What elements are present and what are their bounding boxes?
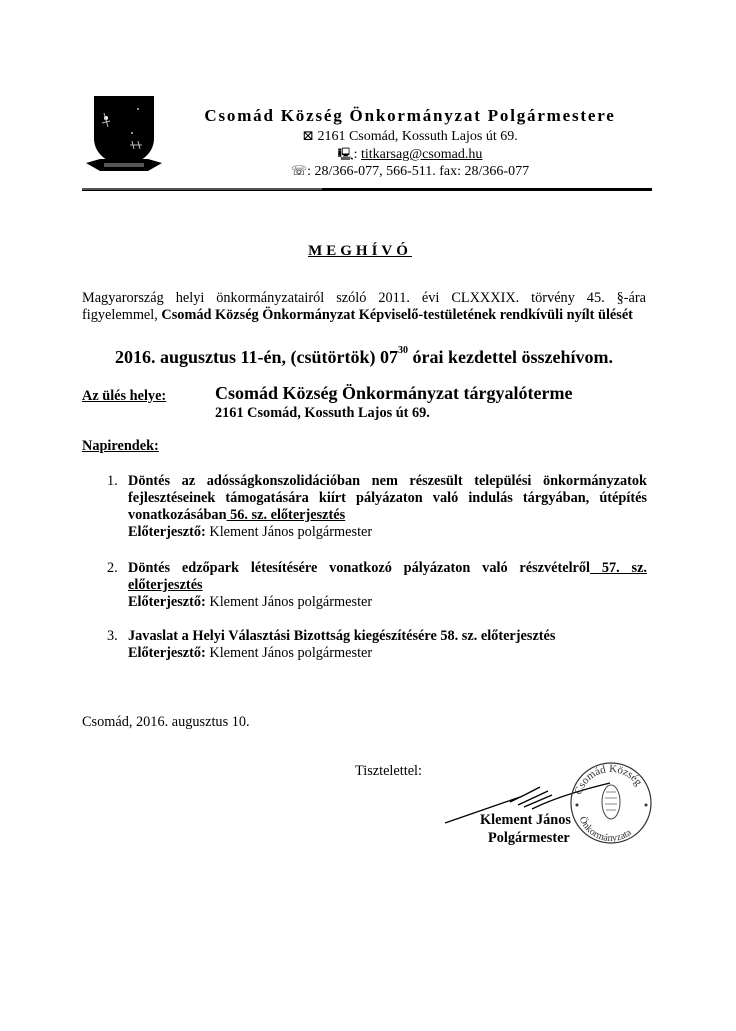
agenda-label: Napirendek: [82, 438, 159, 454]
letterhead-address [190, 128, 630, 145]
agenda-item-number: 1. [107, 473, 118, 489]
place-address: 2161 Csomád, Kossuth Lajos út 69. [215, 405, 430, 421]
letterhead-email: 🖳: titkarsag@csomad.hu [337, 147, 483, 162]
signer-title: Polgármester [488, 830, 570, 846]
letterhead-title: Csomád Község Önkormányzat Polgármestere [204, 106, 616, 125]
svg-text:Csomád Község: Csomád Község [572, 762, 645, 797]
intro-paragraph: Magyarország helyi önkormányzatairól szóló 2011. évi CLXXXIX. törvény 45. §-ára figyelemmel, Csomád Község Önkormányzat Képviselő-testületének rendkívüli nyílt ülését [82, 290, 646, 323]
svg-text:Önkormányzata: Önkormányzata [576, 814, 634, 845]
official-stamp [568, 760, 654, 846]
closing-salutation: Tisztelettel: [355, 763, 422, 779]
agenda-item-number: 3. [107, 628, 118, 644]
telephone-icon: ☏ [290, 164, 308, 179]
agenda-item-presenter: Klement János polgármester [205, 594, 373, 610]
agenda-item: 3. Javaslat a Helyi Választási Bizottság kiegészítésére 58. sz. előterjesztés Előterjesztő: Klement János polgármester [107, 628, 556, 661]
agenda-item: 2. Döntés edzőpark létesítésére vonatkozó pályázaton való részvételről 57. sz. előterjesztés Előterjesztő: Klement János polgármester [107, 560, 647, 610]
letterhead-phone [190, 163, 630, 180]
phone-text: : 28/366-077, 566-511. fax: 28/366-077 [307, 164, 530, 179]
envelope-icon: ⊠ [302, 129, 314, 144]
agenda-item-ref: 57. sz. előterjesztés [128, 560, 647, 593]
agenda-item-presenter: Klement János polgármester [205, 524, 373, 540]
agenda-item-presenter: Klement János polgármester [205, 645, 373, 661]
computer-icon: 🖳 [337, 147, 354, 161]
agenda-item-title: Döntés az adósságkonszolidációban nem részesült települési önkormányzatok fejlesztéseinek támogatására kiírt pályázaton való indulás tárgyában, útépítés vonatkozásában [128, 473, 647, 523]
agenda-item-number: 2. [107, 560, 118, 576]
place-name: Csomád Község Önkormányzat tárgyalóterme [215, 383, 573, 403]
document-heading: MEGHÍVÓ [308, 243, 412, 259]
agenda-item: 1. Döntés az adósságkonszolidációban nem részesült települési önkormányzatok fejlesztéseinek támogatására kiírt pályázaton való indulás tárgyában, útépítés vonatkozásában 56. sz. előterjesztés Előterjesztő: Klement János polgármester [107, 473, 647, 540]
signer-name: Klement János [480, 812, 571, 828]
agenda-item-ref: 56. sz. előterjesztés [226, 507, 346, 523]
intro-bold: Csomád Község Önkormányzat Képviselő-testületének rendkívüli nyílt ülését [161, 307, 633, 323]
email-link[interactable]: titkarsag@csomad.hu [361, 147, 483, 162]
meeting-date: 2016. augusztus 11-én, (csütörtök) $07^{30}$ órai kezdettel összehívom. [115, 345, 613, 367]
address-text: 2161 Csomád, Kossuth Lajos út 69. [313, 129, 518, 144]
place-and-date: Csomád, 2016. augusztus 10. [82, 714, 250, 730]
header-divider-shade [82, 188, 322, 190]
agenda-item-title: Döntés edzőpark létesítésére vonatkozó pályázaton való részvételről [128, 560, 591, 576]
coat-of-arms-icon [86, 93, 164, 175]
agenda-item-title: Javaslat a Helyi Választási Bizottság kiegészítésére 58. sz. előterjesztés [128, 628, 556, 644]
place-label: Az ülés helye: [82, 388, 167, 404]
